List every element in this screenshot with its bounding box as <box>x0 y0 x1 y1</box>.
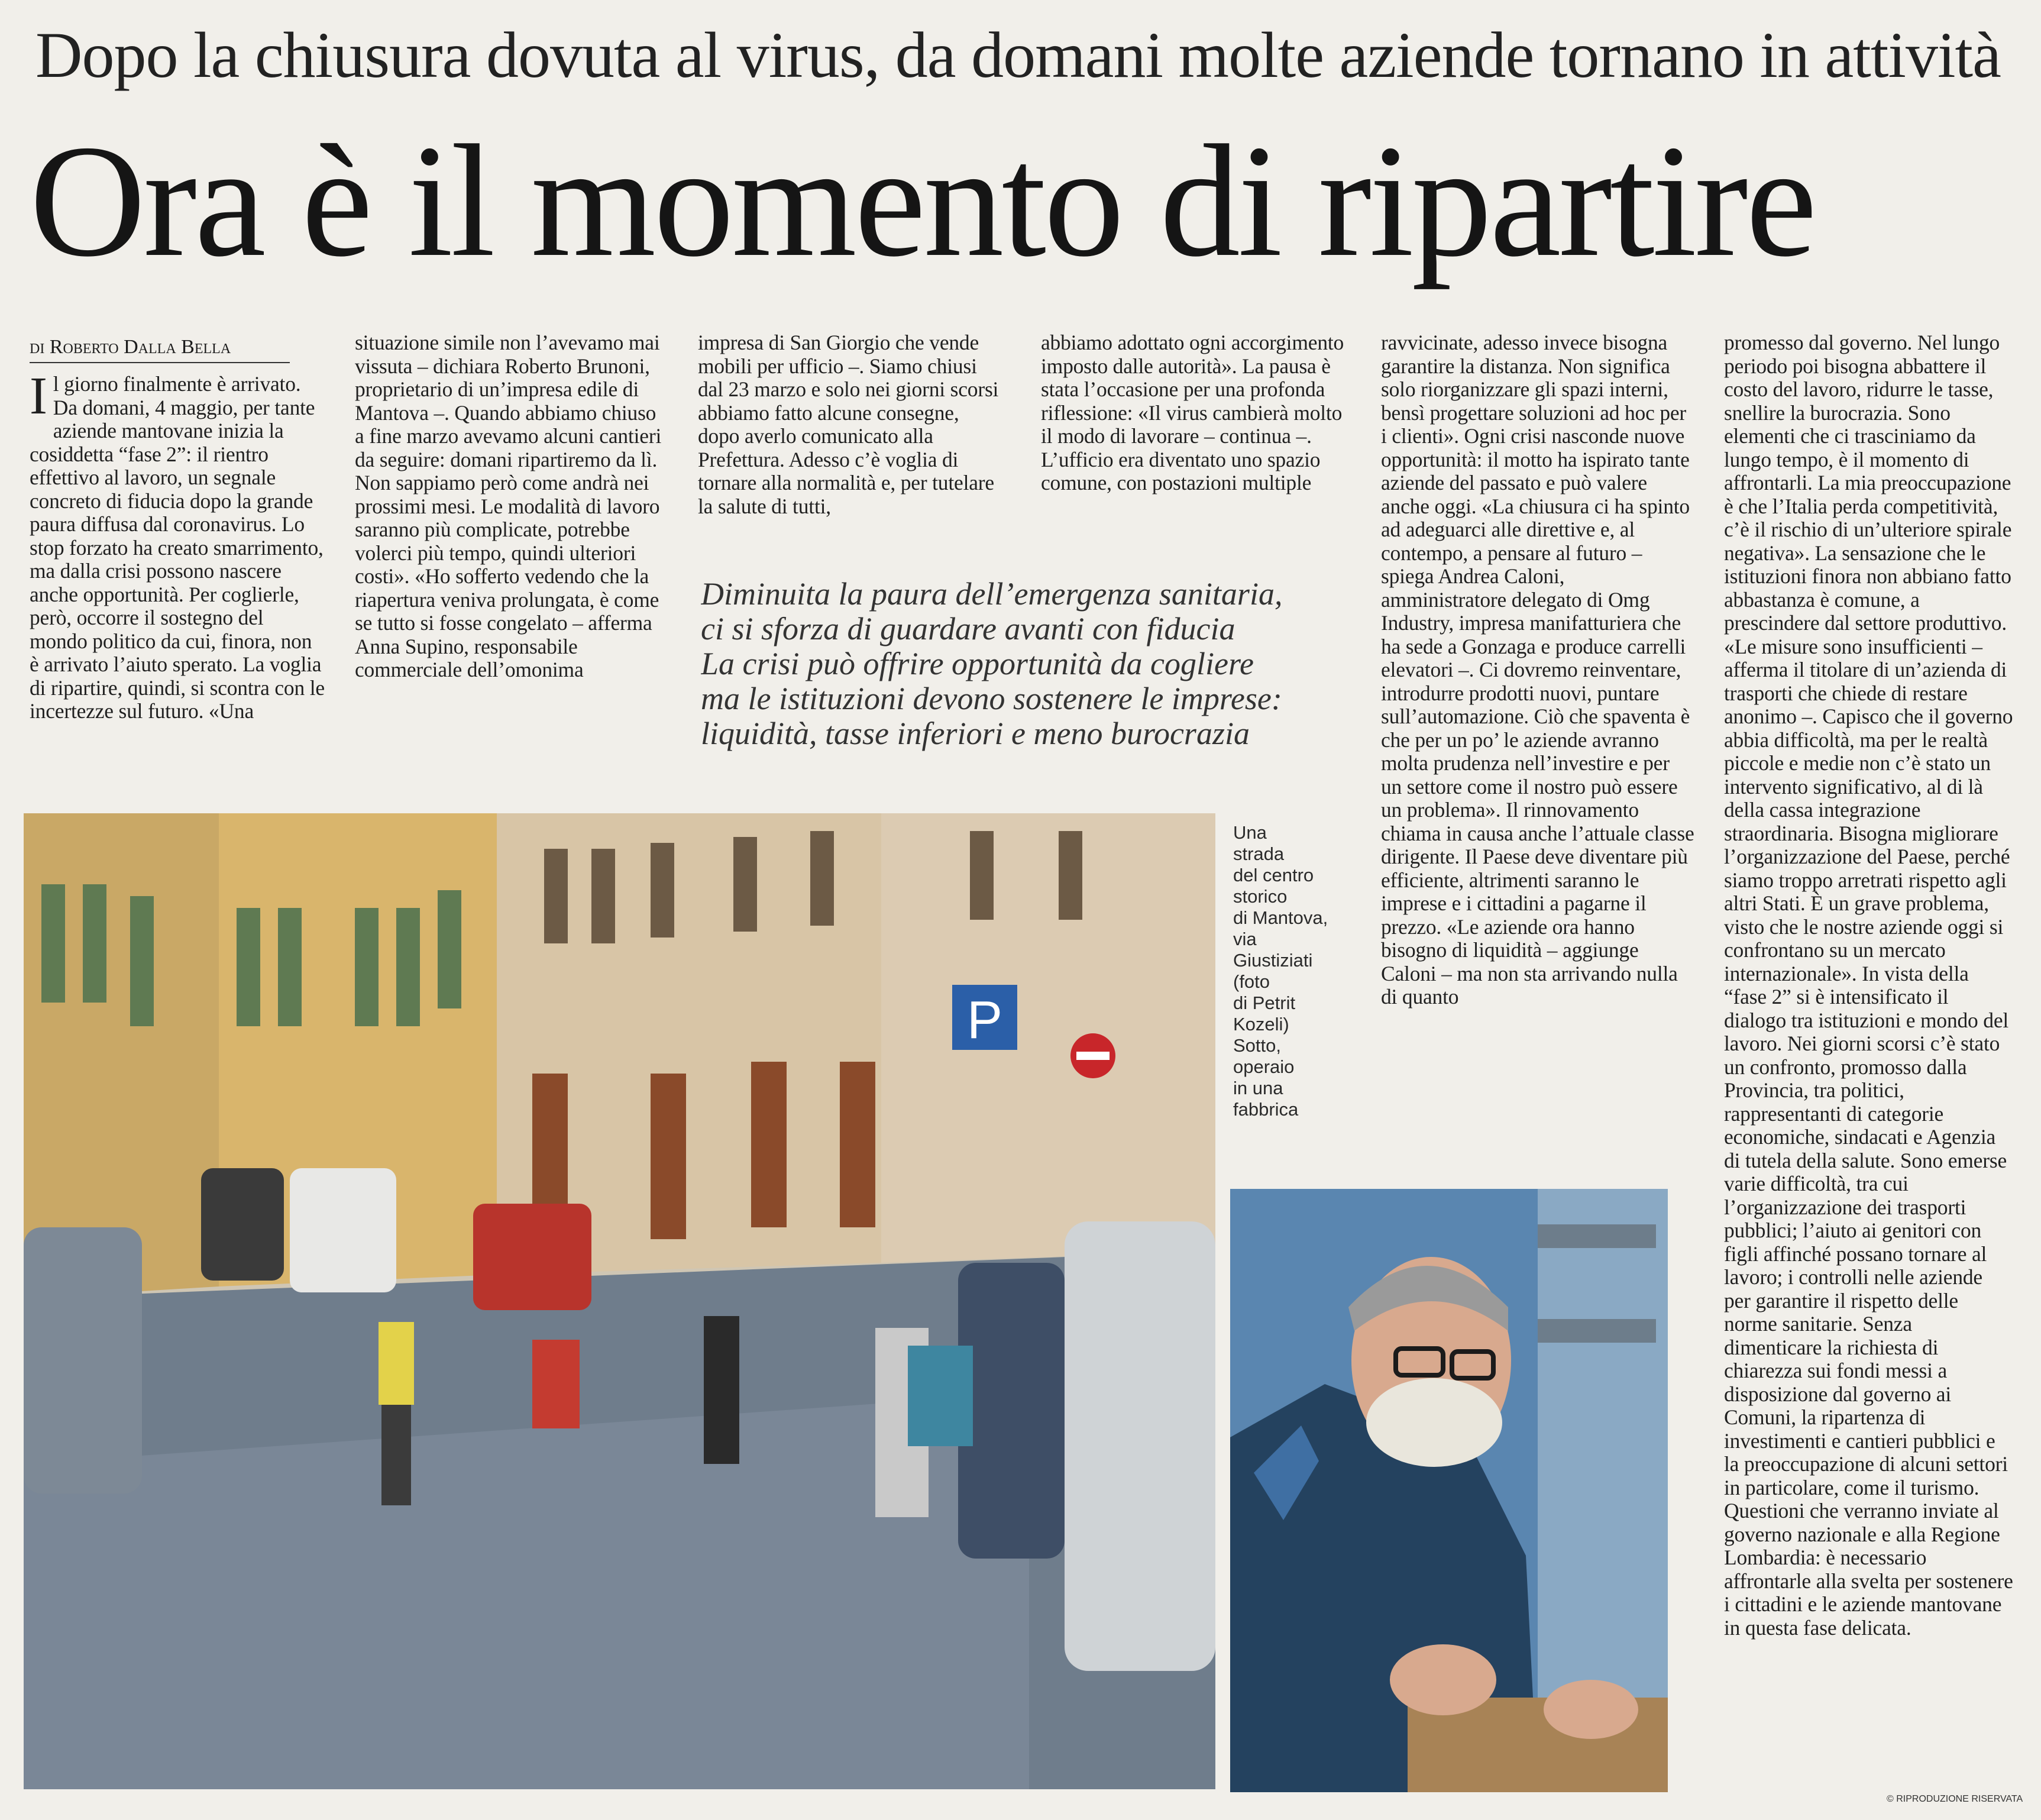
photo-caption: Una strada del centro storico di Mantova, via Giustiziati (foto di Petrit Kozeli) Sotto, operaio in una fabbrica <box>1233 822 1328 1120</box>
pull-quote: Diminuita la paura dell’emergenza sanitaria, ci si sforza di guardare avanti con fiducia La crisi può offrire opportunità da cogliere ma le istituzioni devono sostenere le imprese: liquidità, tasse inferiori e meno burocrazia <box>701 577 1283 751</box>
parking-sign: P <box>966 991 1003 1050</box>
headline: Ora è il momento di ripartire <box>30 112 1815 290</box>
article-column-4: abbiamo adottato ogni accorgimento imposto dalle autorità». La pausa è stata l’occasione per una profonda riflessione: «Il virus cambierà molto il modo di lavorare – continua –. L’ufficio era diventato uno spazio comune, con postazioni multiple <box>1041 331 1344 494</box>
article-column-3: impresa di San Giorgio che vende mobili per ufficio –. Siamo chiusi dal 23 marzo e solo nei giorni scorsi abbiamo fatto alcune consegne, dopo averlo comunicato alla Prefettura. Adesso c’è voglia di tornare alla normalità e, per tutelare la salute di tutti, <box>698 331 999 518</box>
drop-cap: I <box>30 373 47 425</box>
byline: di Roberto Dalla Bella <box>30 332 290 363</box>
kicker: Dopo la chiusura dovuta al virus, da domani molte aziende tornano in attività <box>35 19 2001 91</box>
factory-worker-photo <box>1230 1189 1668 1792</box>
article-column-2: situazione simile non l’avevamo mai vissuta – dichiara Roberto Brunoni, proprietario di un’impresa edile di Mantova –. Quando abbiamo chiuso a fine marzo avevamo alcuni cantieri da seguire: domani ripartiremo da lì. Non sappiamo però come andrà nei prossimi mesi. Le modalità di lavoro saranno più complicate, potrebbe volerci più tempo, quindi ulteriori costi». «Ho sofferto vedendo che la riapertura veniva prolungata, è come se tutto si fosse congelato – afferma Anna Supino, responsabile commerciale dell’omonima <box>355 331 662 681</box>
copyright-notice: © RIPRODUZIONE RISERVATA <box>1887 1794 2023 1804</box>
article-column-6: promesso dal governo. Nel lungo periodo poi bisogna abbattere il costo del lavoro, ridurre le tasse, snellire la burocrazia. Sono elementi che ci trasciniamo da lungo tempo, è il momento di affrontarli. La mia preoccupazione è che l’Italia perda competitività, c’è il rischio di un’ulteriore spirale negativa». La sensazione che le istituzioni finora non abbiano fatto abbastanza è comune, a prescindere dal settore produttivo. «Le misure sono insufficienti – afferma il titolare di un’azienda di trasporti che chiede di restare anonimo –. Capisco che il governo abbia difficoltà, ma per le realtà piccole e medie non c’è stato un intervento significativo, al di là della cassa integrazione straordinaria. Bisogna migliorare l’organizzazione del Paese, perché siamo troppo arretrati rispetto agli altri Stati. È un grave problema, visto che le nostre aziende oggi si confrontano su un mercato internazionale». In vista della “fase 2” si è intensificato il dialogo tra istituzioni e mondo del lavoro. Nei giorni scorsi c’è stato un confronto, promosso dalla Provincia, tra politici, rappresentanti di categorie economiche, sindacati e Agenzia di tutela della salute. Sono emerse varie difficoltà, tra cui l’organizzazione dei trasporti pubblici; l’aiuto ai genitori con figli affinché possano tornare al lavoro; i controlli nelle aziende per garantire il rispetto delle norme sanitarie. Senza dimenticare la richiesta di chiarezza sui fondi messi a disposizione dal governo ai Comuni, la ripartenza di investimenti e cantieri pubblici e la preoccupazione di alcuni settori in particolare, come il turismo. Questioni che verranno inviate al governo nazionale e alla Regione Lombardia: è necessario affrontarle alla svelta per sostenere i cittadini e le aziende mantovane in questa fase delicata. <box>1724 331 2013 1640</box>
street-photo <box>24 813 1215 1789</box>
article-column-5: ravvicinate, adesso invece bisogna garantire la distanza. Non significa solo riorganizzare gli spazi interni, bensì progettare soluzioni ad hoc per i clienti». Ogni crisi nasconde nuove opportunità: il motto ha ispirato tante aziende del passato e può valere anche oggi. «La chiusura ci ha spinto ad adeguarci alle direttive e, al contempo, a pensare al futuro – spiega Andrea Caloni, amministratore delegato di Omg Industry, impresa manifatturiera che ha sede a Gonzaga e produce carrelli elevatori –. Ci dovremo reinventare, introdurre prodotti nuovi, puntare sull’automazione. Ciò che spaventa è che per un po’ le aziende avranno molta prudenza nell’investire e per un settore come il nostro può essere un problema». Il rinnovamento chiama in causa anche l’attuale classe dirigente. Il Paese deve diventare più efficiente, altrimenti saranno le imprese e i cittadini a pagarne il prezzo. «Le aziende ora hanno bisogno di liquidità – aggiunge Caloni – ma non sta arrivando nulla di quanto <box>1381 331 1694 1008</box>
column-1-text: l giorno finalmente è arrivato. Da domani, 4 maggio, per tante aziende mantovane inizia la cosiddetta “fase 2”: il rientro effettivo al lavoro, un segnale concreto di fiducia dopo la grande paura diffusa dal coronavirus. Lo stop forzato ha creato smarrimento, ma dalla crisi possono nascere anche opportunità. Per coglierle, però, occorre il sostegno del mondo politico da cui, finora, non è arrivato l’aiuto sperato. La voglia di ripartire, quindi, si scontra con le incertezze sul futuro. «Una <box>30 373 325 723</box>
article-column-1 <box>30 373 325 775</box>
